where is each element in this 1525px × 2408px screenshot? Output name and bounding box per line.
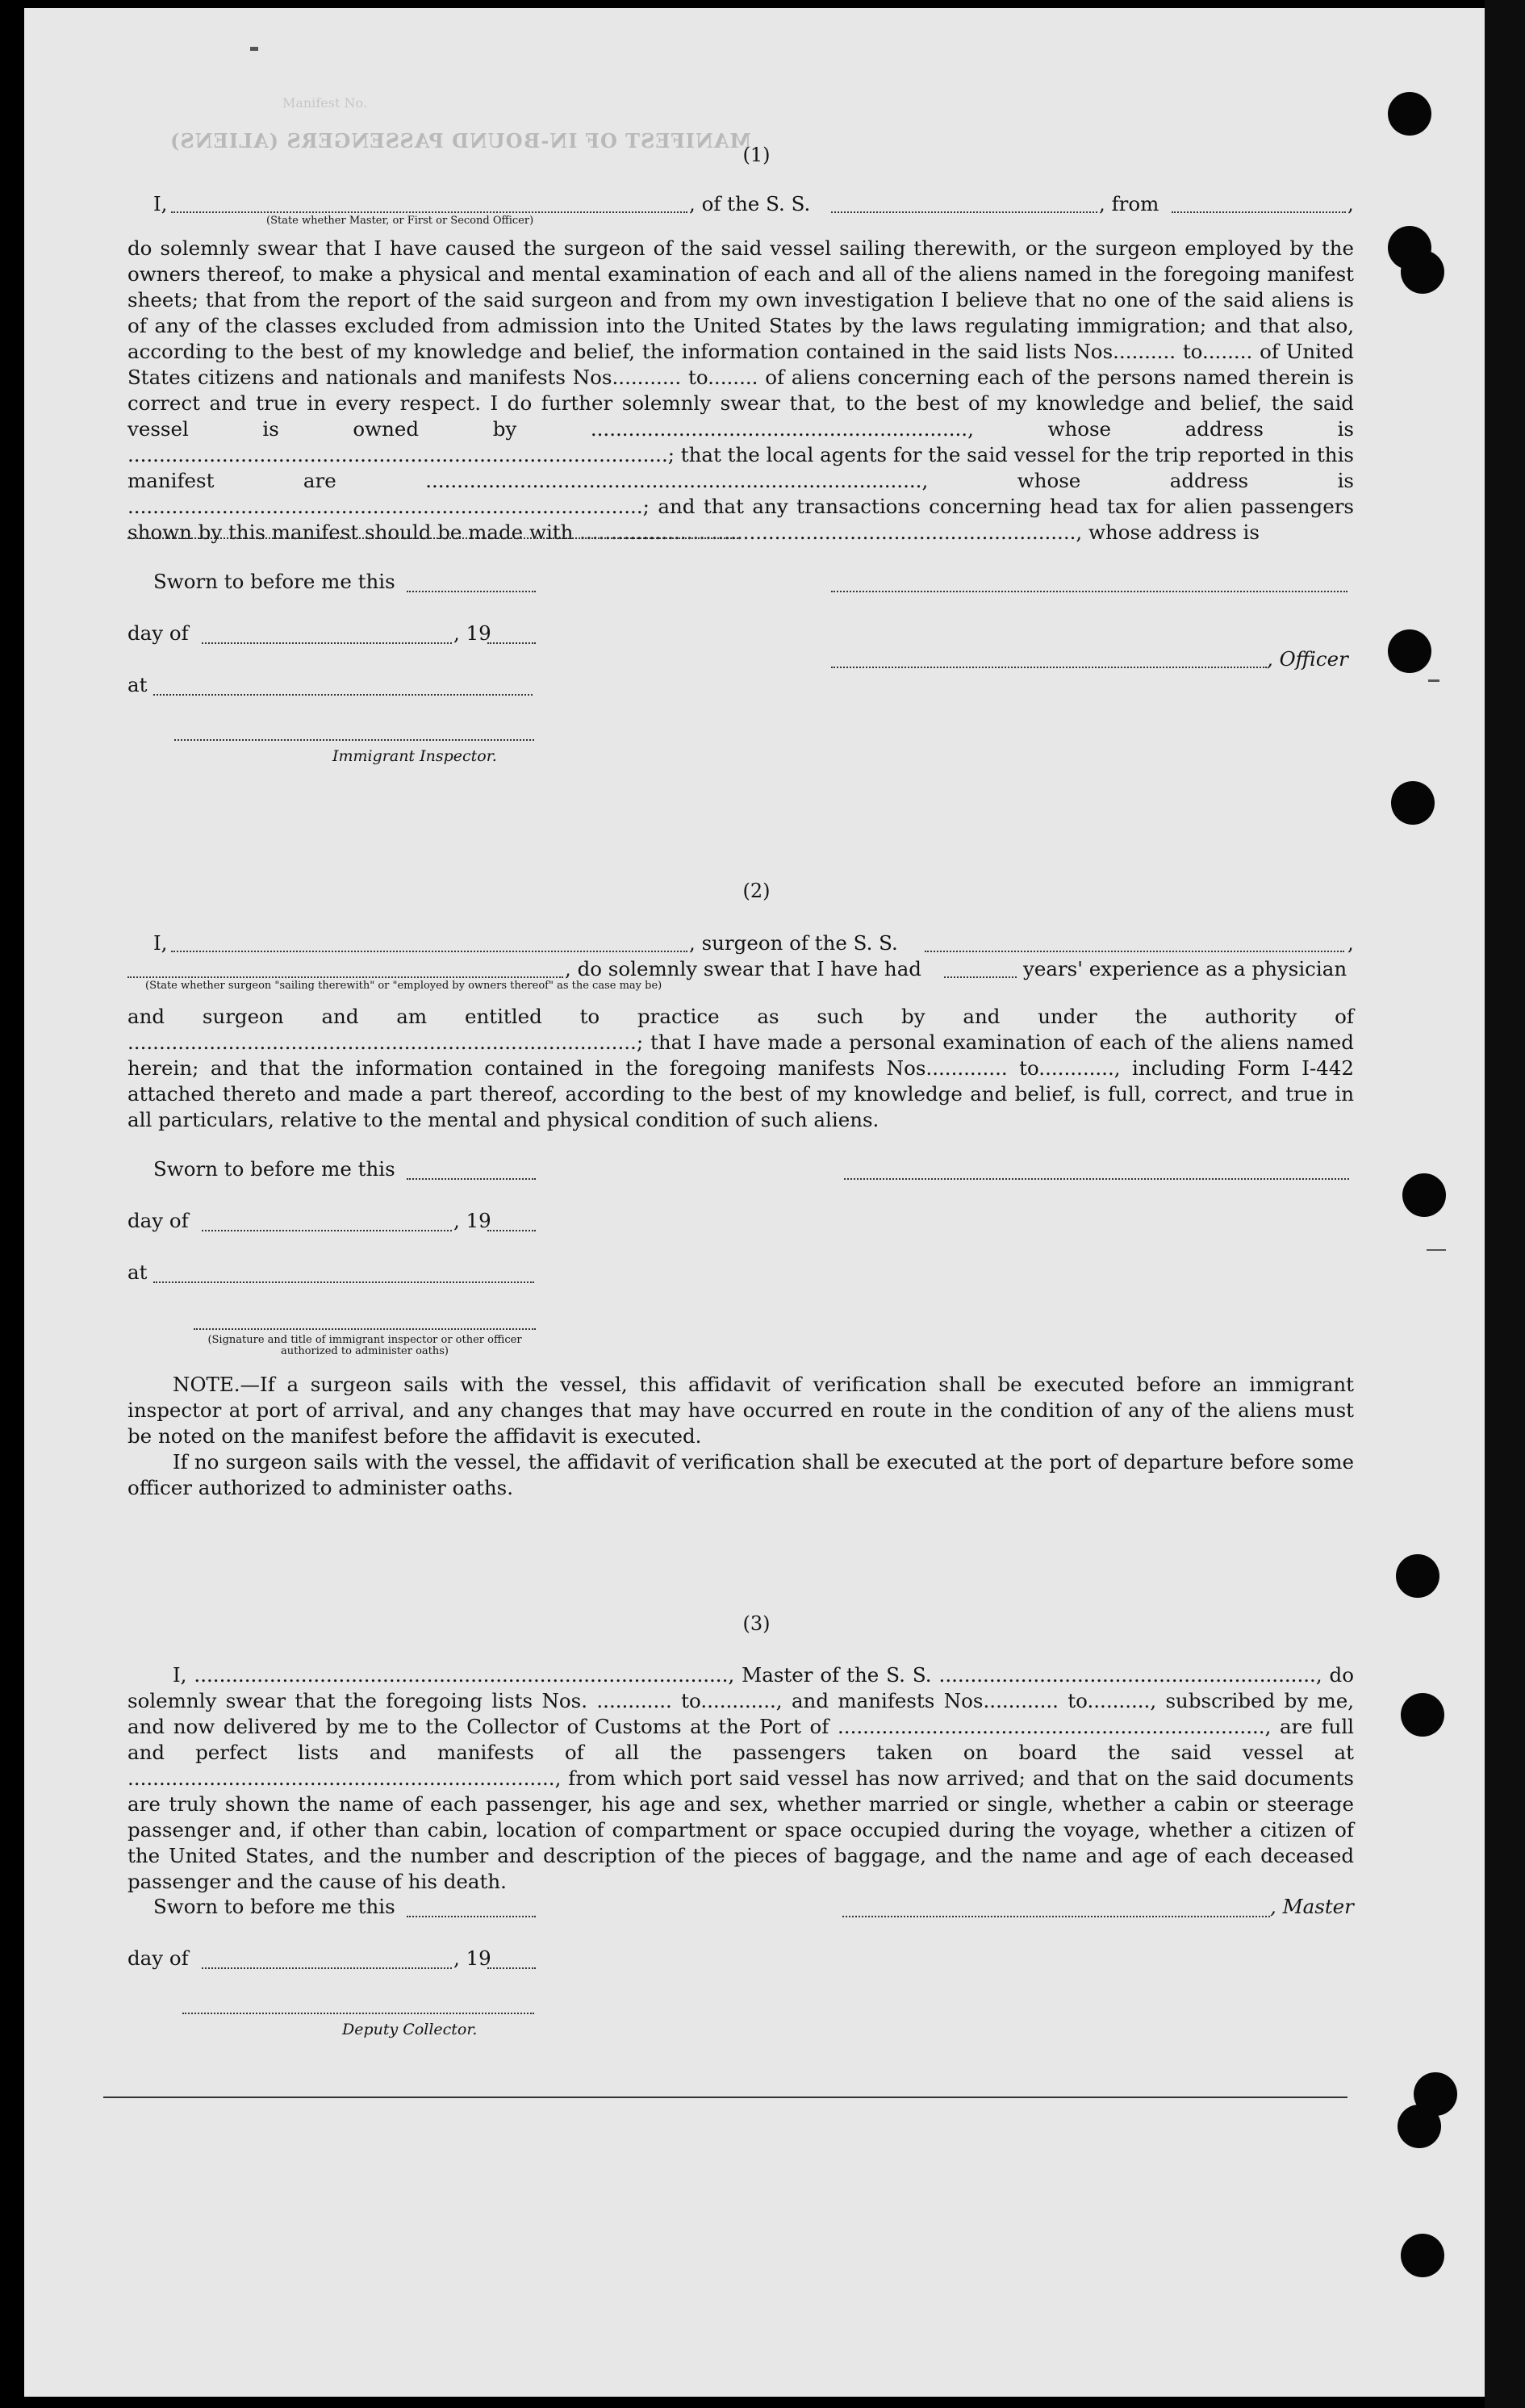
s1-place-line [153,694,533,696]
s2-line-end: , [1347,931,1354,955]
corner-mark [250,47,258,51]
s3-collector-label: Deputy Collector. [342,2021,478,2038]
section-2-number: (2) [742,880,771,902]
s3-collector-line [182,2013,534,2014]
s2-inspector-line [194,1328,536,1330]
page-bottom-rule [103,2097,1347,2098]
s2-month-line [202,1230,452,1231]
s1-port-line [1172,211,1346,213]
s2-oath-paragraph: and surgeon and am entitled to practice as such by and under the authority of .................................................................................; that I have made a personal examination of each of the aliens named herein; and that the information contained in the foregoing manifests Nos............. to............, including Form I-442 attached thereto and made a part thereof, according to the best of my knowledge and belief, is full, correct, and true in all particulars, relative to the mental and physical condition of such aliens. [127,1005,1354,1131]
binder-hole [1401,1693,1444,1737]
s2-day-of-label: day of [127,1209,189,1232]
section-3-number: (3) [742,1612,771,1635]
s3-sworn-date-line [407,1916,536,1917]
s2-swear-label: , do solemnly swear that I have had [565,957,921,980]
s1-day-of-label: day of [127,621,189,645]
s2-ship-name-line [925,951,1344,952]
s1-from-label: , from [1099,192,1159,215]
s1-ship-name-line [831,211,1097,213]
scan-edge [1485,0,1525,2408]
s3-month-line [202,1967,452,1969]
binder-hole [1402,1173,1446,1217]
scratch-mark [1427,1249,1446,1251]
binder-hole [1388,92,1431,136]
s1-year-line [487,642,536,644]
s1-paragraph-end-line [127,537,741,539]
s1-month-line [202,642,452,644]
s3-year-label: , 19 [453,1946,491,1970]
s2-sworn-label: Sworn to before me this [153,1157,395,1181]
s1-sworn-label: Sworn to before me this [153,570,395,593]
s2-note-paragraph [127,1372,1354,1449]
s2-years-line [944,976,1017,978]
s3-oath-paragraph: I, ....................................................................................., Master of the S. S. ............................................................, do solemnly swear that the foregoing lists Nos. ............ to............, and manifests Nos............ to.........., subscribed by me, and now delivered by me to the Collector of Customs at the Port of ...................................................................., are full and perfect lists and manifests of all the passengers taken on board the said vessel at ...................................................................., from which port said vessel has now arrived; and that on the said documents are truly shown the name of each passenger, his age and sex, whether married or single, whether a cabin or steerage passenger and, if other than cabin, location of compartment or space occupied during the voyage, whether a citizen of the United States, and the number and description of the pieces of baggage, and the name and age of each deceased passenger and the cause of his death. [127,1663,1354,1893]
binder-hole [1388,629,1431,673]
s1-signature-line [831,591,1347,592]
s2-note-text: —If a surgeon sails with the vessel, this affidavit of verification shall be executed before an immigrant inspector at port of arrival, and any changes that may have occurred en route in the condition of any of the aliens must be noted on the manifest before the affidavit is executed. [127,1373,1354,1448]
s1-inspector-label: Immigrant Inspector. [332,747,497,765]
s2-at-label: at [127,1260,148,1284]
binder-hole [1401,250,1444,294]
s2-place-line [153,1281,534,1283]
s1-at-label: at [127,673,148,696]
s2-surgeon-name-line [171,951,687,952]
s1-sworn-date-line [407,591,536,592]
s2-signature-note: (Signature and title of immigrant inspector or other officer authorized to administer oaths) [207,1334,522,1357]
s2-I-label: I, [153,931,168,955]
s2-note-label: NOTE. [173,1373,240,1396]
s2-surgeon-label: , surgeon of the S. S. [689,931,898,955]
binder-hole [1391,781,1435,825]
document-page [24,8,1489,2397]
s1-of-ss-label: , of the S. S. [689,192,811,215]
bleed-through-title: MANIFEST OF IN-BOUND PASSENGERS (ALIENS) [169,129,752,153]
binder-hole [1401,2234,1444,2277]
s2-title-note: (State whether surgeon "sailing therewith" or "employed by owners thereof" as the case may be) [145,980,662,992]
s2-note-paragraph-2: If no surgeon sails with the vessel, the affidavit of verification shall be executed at the port of departure before some officer authorized to administer oaths. [127,1450,1354,1499]
s2-year-line [487,1230,536,1231]
s3-year-line [487,1967,536,1969]
section-1-number: (1) [742,144,771,166]
manifest-number-label: Manifest No. [282,95,367,111]
s2-sworn-date-line [407,1178,536,1180]
scratch-mark [1428,679,1439,682]
binder-hole [1396,1554,1439,1598]
s1-officer-line [831,667,1267,668]
s1-oath-paragraph: do solemnly swear that I have caused the surgeon of the said vessel sailing therewith, or the surgeon employed by the owners thereof, to make a physical and mental examination of each and all of the aliens named in the foregoing manifest sheets; that from the report of the said surgeon and from my own investigation I believe that no one of the said aliens is of any of the classes excluded from admission into the United States by the laws regulating immigration; and that also, according to the best of my knowledge and belief, the information contained in the said lists Nos.......... to........ of United States citizens and nationals and manifests Nos........... to........ of aliens concerning each of the persons named therein is correct and true in every respect. I do further solemnly swear that, to the best of my knowledge and belief, the said vessel is owned by ............................................................, whose address is ......................................................................................; that the local agents for the said vessel for the trip reported in this manifest are ..............................................................................., whose address is ..................................................................................; and that any transactions concerning head tax for alien passengers shown by this manifest should be made with ..............................................................................., whose address is [127,236,1354,544]
s3-master-signature-line [842,1916,1270,1917]
s3-master-label: , Master [1270,1895,1354,1918]
s1-I-label: I, [153,192,168,215]
s1-year-label: , 19 [453,621,491,645]
s1-inspector-line [174,739,534,741]
s2-signature-line [844,1178,1349,1180]
s3-sworn-label: Sworn to before me this [153,1895,395,1918]
s1-line-end: , [1347,192,1354,215]
binder-hole [1398,2105,1441,2148]
s2-year-label: , 19 [453,1209,491,1232]
s1-title-note: (State whether Master, or First or Second Officer) [266,215,534,227]
s3-day-of-label: day of [127,1946,189,1970]
s2-status-line [127,976,563,978]
s1-officer-label: , Officer [1267,647,1348,671]
s2-years-label: years' experience as a physician [1023,957,1347,980]
s1-officer-name-line [171,211,687,213]
